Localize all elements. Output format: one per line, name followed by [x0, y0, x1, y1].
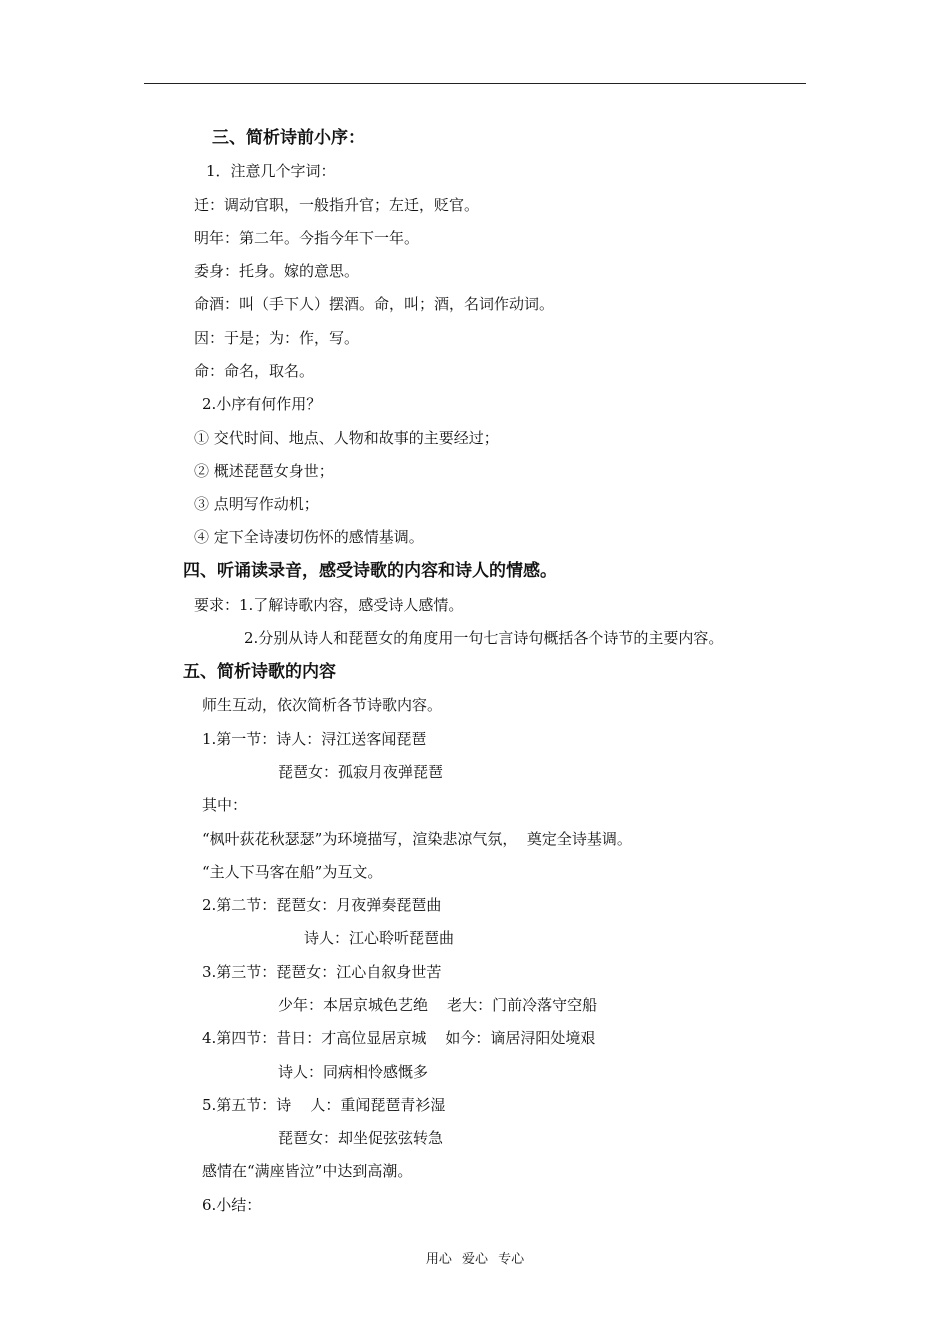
- note-heading: 其中：: [202, 796, 248, 814]
- stanza-4-line: 诗人：同病相怜感慨多: [278, 1063, 429, 1081]
- section-5-heading: 五、简析诗歌的内容: [183, 662, 336, 682]
- section-4-heading: 四、听诵读录音，感受诗歌的内容和诗人的情感。: [183, 561, 557, 581]
- header-rule: [144, 83, 806, 84]
- glossary-item: 因：于是；为：作，写。: [194, 329, 360, 347]
- note-line: “枫叶荻花秋瑟瑟”为环境描写，渲染悲凉气氛， 奠定全诗基调。: [202, 830, 632, 848]
- function-item: ① 交代时间、地点、人物和故事的主要经过；: [194, 429, 499, 447]
- glossary-item: 命酒：叫（手下人）摆酒。命，叫；酒，名词作动词。: [194, 295, 555, 313]
- section-5-intro: 师生互动，依次简析各节诗歌内容。: [202, 696, 443, 714]
- glossary-item: 明年：第二年。今指今年下一年。: [194, 229, 420, 247]
- subheading-preface-function: 2.小序有何作用？: [202, 395, 322, 413]
- stanza-3-line: 少年：本居京城色艺绝 老大：门前冷落守空船: [278, 996, 598, 1014]
- page-footer: 用心 爱心 专心: [425, 1252, 525, 1267]
- stanza-5-line: 琵琶女：却坐促弦弦转急: [278, 1129, 444, 1147]
- summary-heading: 6.小结：: [202, 1196, 262, 1214]
- glossary-item: 命：命名，取名。: [194, 362, 315, 380]
- stanza-1-line: 1.第一节：诗人：浔江送客闻琵琶: [202, 730, 427, 748]
- section-3-heading: 三、简析诗前小序：: [212, 128, 365, 148]
- requirement-line: 2.分别从诗人和琵琶女的角度用一句七言诗句概括各个诗节的主要内容。: [244, 629, 724, 647]
- climax-line: 感情在“满座皆泣”中达到高潮。: [202, 1162, 413, 1180]
- stanza-4-line: 4.第四节：昔日：才高位显居京城 如今：谪居浔阳处境艰: [202, 1029, 596, 1047]
- subheading-word-notes: 1．注意几个字词：: [206, 162, 336, 180]
- stanza-2-line: 诗人：江心聆听琵琶曲: [304, 929, 455, 947]
- glossary-item: 委身：托身。嫁的意思。: [194, 262, 360, 280]
- stanza-2-line: 2.第二节：琵琶女：月夜弹奏琵琶曲: [202, 896, 442, 914]
- stanza-5-line: 5.第五节：诗 人：重闻琵琶青衫湿: [202, 1096, 446, 1114]
- function-item: ④ 定下全诗凄切伤怀的感情基调。: [194, 528, 424, 546]
- glossary-item: 迁：调动官职，一般指升官；左迁，贬官。: [194, 196, 480, 214]
- requirement-line: 要求：1.了解诗歌内容，感受诗人感情。: [194, 596, 464, 614]
- stanza-3-line: 3.第三节：琵琶女：江心自叙身世苦: [202, 963, 442, 981]
- function-item: ② 概述琵琶女身世；: [194, 462, 334, 480]
- function-item: ③ 点明写作动机；: [194, 495, 319, 513]
- note-line: “主人下马客在船”为互文。: [202, 863, 383, 881]
- stanza-1-line: 琵琶女：孤寂月夜弹琵琶: [278, 763, 444, 781]
